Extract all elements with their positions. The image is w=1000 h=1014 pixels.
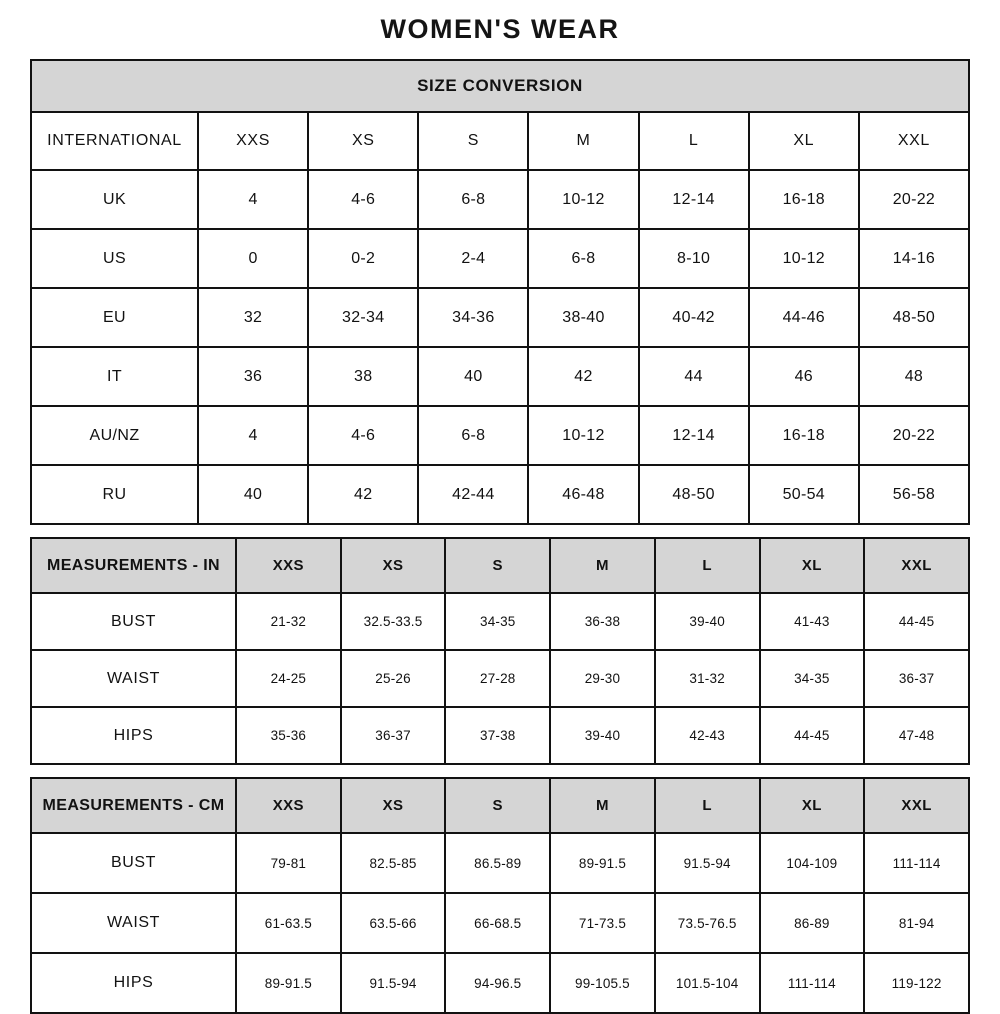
column-header-xs: XS <box>341 778 446 833</box>
table-cell: 44-45 <box>760 707 865 764</box>
column-header-xxs: XXS <box>236 538 341 593</box>
row-label: RU <box>31 465 198 524</box>
table-cell: 34-35 <box>760 650 865 707</box>
table-cell: 38 <box>308 347 418 406</box>
table-row-waist-cm <box>31 893 969 953</box>
table-cell: 34-35 <box>445 593 550 650</box>
table-cell: 34-36 <box>418 288 528 347</box>
table-cell: 44-46 <box>749 288 859 347</box>
table-cell: 32-34 <box>308 288 418 347</box>
table-cell: 10-12 <box>749 229 859 288</box>
measurements-in-table <box>30 537 970 765</box>
table-cell: 71-73.5 <box>550 893 655 953</box>
row-label: AU/NZ <box>31 406 198 465</box>
column-header-xxs: XXS <box>236 778 341 833</box>
table-cell: 0-2 <box>308 229 418 288</box>
table-cell: 91.5-94 <box>341 953 446 1013</box>
table-cell: 4 <box>198 406 308 465</box>
table-row-waist-in <box>31 650 969 707</box>
column-header-l: L <box>655 538 760 593</box>
column-header-xl: XL <box>749 112 859 170</box>
column-header-xxs: XXS <box>198 112 308 170</box>
table-cell: 40 <box>418 347 528 406</box>
size-conversion-columns-row <box>31 112 969 170</box>
table-cell: 29-30 <box>550 650 655 707</box>
table-cell: 31-32 <box>655 650 760 707</box>
table-cell: 119-122 <box>864 953 969 1013</box>
table-cell: 86-89 <box>760 893 865 953</box>
table-cell: 41-43 <box>760 593 865 650</box>
row-label: BUST <box>31 833 236 893</box>
column-header-xl: XL <box>760 538 865 593</box>
row-label: HIPS <box>31 953 236 1013</box>
table-cell: 89-91.5 <box>550 833 655 893</box>
table-cell: 25-26 <box>341 650 446 707</box>
column-header-xxl: XXL <box>864 538 969 593</box>
table-cell: 61-63.5 <box>236 893 341 953</box>
table-cell: 44 <box>639 347 749 406</box>
table-cell: 104-109 <box>760 833 865 893</box>
table-row-uk <box>31 170 969 229</box>
table-cell: 82.5-85 <box>341 833 446 893</box>
table-cell: 0 <box>198 229 308 288</box>
table-cell: 20-22 <box>859 406 969 465</box>
column-header-m: M <box>528 112 638 170</box>
table-row-us <box>31 229 969 288</box>
measurements-cm-title: MEASUREMENTS - CM <box>31 778 236 833</box>
table-cell: 4 <box>198 170 308 229</box>
table-row-bust-cm <box>31 833 969 893</box>
table-cell: 6-8 <box>418 170 528 229</box>
table-cell: 14-16 <box>859 229 969 288</box>
table-cell: 20-22 <box>859 170 969 229</box>
table-cell: 4-6 <box>308 406 418 465</box>
row-label: HIPS <box>31 707 236 764</box>
column-header-m: M <box>550 778 655 833</box>
column-header-xl: XL <box>760 778 865 833</box>
table-cell: 36-37 <box>864 650 969 707</box>
table-row-hips-in <box>31 707 969 764</box>
measurements-cm-table <box>30 777 970 1014</box>
table-cell: 56-58 <box>859 465 969 524</box>
table-cell: 36 <box>198 347 308 406</box>
table-cell: 79-81 <box>236 833 341 893</box>
table-cell: 12-14 <box>639 170 749 229</box>
size-conversion-title: SIZE CONVERSION <box>31 60 969 112</box>
table-row-bust-in <box>31 593 969 650</box>
row-label: WAIST <box>31 893 236 953</box>
table-cell: 81-94 <box>864 893 969 953</box>
table-row-ru <box>31 465 969 524</box>
table-cell: 91.5-94 <box>655 833 760 893</box>
size-chart-page <box>30 0 970 1014</box>
table-cell: 12-14 <box>639 406 749 465</box>
column-header-l: L <box>639 112 749 170</box>
column-header-s: S <box>418 112 528 170</box>
column-header-xs: XS <box>341 538 446 593</box>
measurements-in-header-row <box>31 538 969 593</box>
table-cell: 73.5-76.5 <box>655 893 760 953</box>
table-cell: 86.5-89 <box>445 833 550 893</box>
table-cell: 27-28 <box>445 650 550 707</box>
row-label: BUST <box>31 593 236 650</box>
measurements-in-title: MEASUREMENTS - IN <box>31 538 236 593</box>
table-cell: 37-38 <box>445 707 550 764</box>
table-cell: 36-37 <box>341 707 446 764</box>
table-cell: 66-68.5 <box>445 893 550 953</box>
table-cell: 42 <box>308 465 418 524</box>
table-cell: 89-91.5 <box>236 953 341 1013</box>
column-header-xs: XS <box>308 112 418 170</box>
column-header-l: L <box>655 778 760 833</box>
table-cell: 21-32 <box>236 593 341 650</box>
table-cell: 47-48 <box>864 707 969 764</box>
row-label: EU <box>31 288 198 347</box>
table-cell: 16-18 <box>749 170 859 229</box>
column-header-xxl: XXL <box>864 778 969 833</box>
row-label: UK <box>31 170 198 229</box>
table-row-aunz <box>31 406 969 465</box>
table-cell: 111-114 <box>864 833 969 893</box>
row-label: WAIST <box>31 650 236 707</box>
page-title: WOMEN'S WEAR <box>380 14 620 44</box>
column-header-m: M <box>550 538 655 593</box>
table-cell: 6-8 <box>418 406 528 465</box>
table-cell: 40-42 <box>639 288 749 347</box>
table-cell: 44-45 <box>864 593 969 650</box>
column-header-international: INTERNATIONAL <box>31 112 198 170</box>
table-cell: 4-6 <box>308 170 418 229</box>
table-row-hips-cm <box>31 953 969 1013</box>
table-cell: 99-105.5 <box>550 953 655 1013</box>
column-header-s: S <box>445 778 550 833</box>
table-cell: 2-4 <box>418 229 528 288</box>
column-header-xxl: XXL <box>859 112 969 170</box>
table-cell: 39-40 <box>655 593 760 650</box>
table-cell: 94-96.5 <box>445 953 550 1013</box>
table-cell: 8-10 <box>639 229 749 288</box>
table-cell: 6-8 <box>528 229 638 288</box>
column-header-s: S <box>445 538 550 593</box>
row-label: US <box>31 229 198 288</box>
table-cell: 48 <box>859 347 969 406</box>
table-cell: 39-40 <box>550 707 655 764</box>
table-cell: 42-43 <box>655 707 760 764</box>
table-cell: 42 <box>528 347 638 406</box>
table-cell: 46-48 <box>528 465 638 524</box>
table-cell: 10-12 <box>528 406 638 465</box>
table-cell: 16-18 <box>749 406 859 465</box>
table-cell: 35-36 <box>236 707 341 764</box>
table-cell: 50-54 <box>749 465 859 524</box>
table-cell: 101.5-104 <box>655 953 760 1013</box>
table-cell: 48-50 <box>859 288 969 347</box>
size-conversion-table <box>30 59 970 525</box>
table-cell: 10-12 <box>528 170 638 229</box>
table-cell: 48-50 <box>639 465 749 524</box>
table-cell: 32 <box>198 288 308 347</box>
row-label: IT <box>31 347 198 406</box>
table-cell: 42-44 <box>418 465 528 524</box>
table-cell: 36-38 <box>550 593 655 650</box>
table-cell: 38-40 <box>528 288 638 347</box>
table-cell: 63.5-66 <box>341 893 446 953</box>
table-cell: 111-114 <box>760 953 865 1013</box>
table-cell: 24-25 <box>236 650 341 707</box>
table-row-it <box>31 347 969 406</box>
table-cell: 40 <box>198 465 308 524</box>
table-cell: 32.5-33.5 <box>341 593 446 650</box>
table-cell: 46 <box>749 347 859 406</box>
table-row-eu <box>31 288 969 347</box>
measurements-cm-header-row <box>31 778 969 833</box>
size-conversion-header-row <box>31 60 969 112</box>
